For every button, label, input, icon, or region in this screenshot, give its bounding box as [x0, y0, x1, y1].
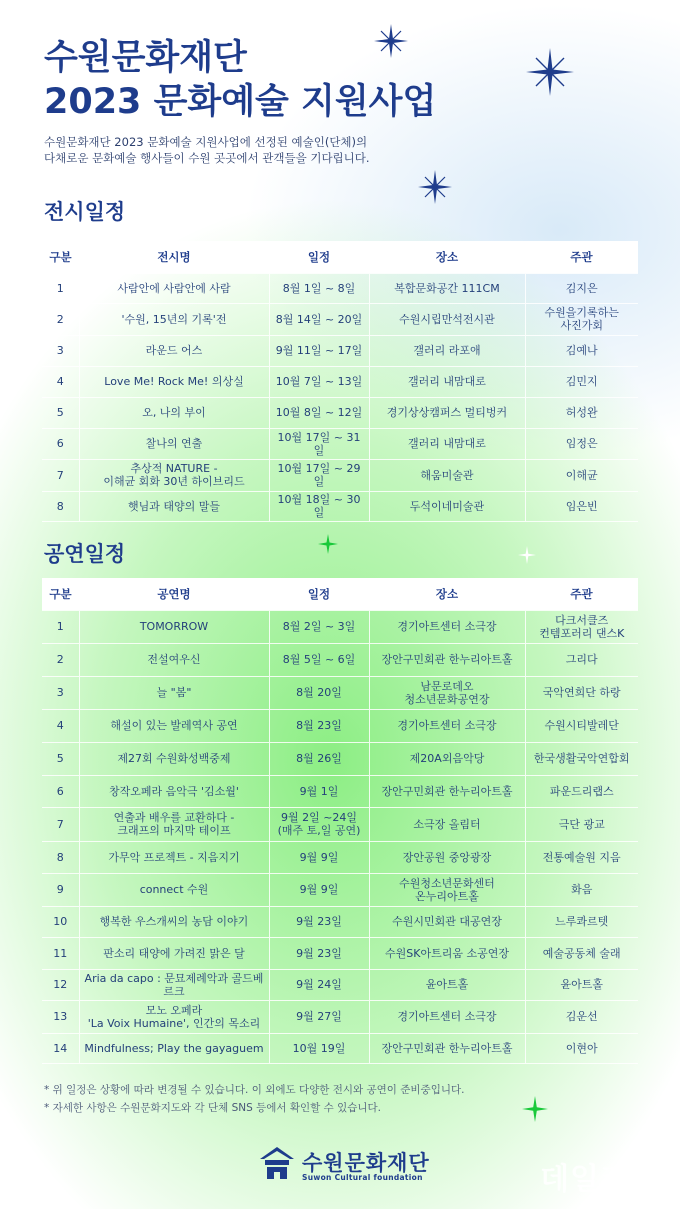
table-cell: 복합문화공간 111CM	[369, 273, 525, 303]
table-cell: 9월 23일	[269, 937, 369, 969]
col-header: 공연명	[79, 578, 269, 610]
table-cell: 10	[42, 906, 79, 937]
col-header: 주관	[525, 241, 638, 273]
table-row	[42, 1000, 638, 1033]
table-cell: 3	[42, 676, 79, 709]
table-cell: 5	[42, 397, 79, 428]
footnote-1: * 위 일정은 상황에 따라 변경될 수 있습니다. 이 외에도 다양한 전시와 공연이 준비중입니다.	[44, 1084, 465, 1096]
table-cell: 모노 오페라 'La Voix Humaine', 인간의 목소리	[79, 1000, 269, 1033]
table-cell: 가무악 프로젝트 - 지음지기	[79, 841, 269, 873]
table-row	[42, 937, 638, 969]
table-cell: 8월 2일 ~ 3일	[269, 610, 369, 643]
table-cell: 임정은	[525, 428, 638, 459]
table-cell: 11	[42, 937, 79, 969]
watermark: 데일리언	[540, 1162, 660, 1197]
table-row	[42, 1033, 638, 1063]
table-cell: 이현아	[525, 1033, 638, 1063]
table-cell: 8월 14일 ~ 20일	[269, 303, 369, 335]
table-cell: 느루콰르텟	[525, 906, 638, 937]
table-cell: 해움미술관	[369, 459, 525, 491]
table-cell: 예술공동체 술래	[525, 937, 638, 969]
table-row	[42, 841, 638, 873]
sparkle-star-icon	[518, 546, 536, 564]
table-cell: 8월 26일	[269, 742, 369, 775]
table-cell: 6	[42, 775, 79, 807]
table-cell: 14	[42, 1033, 79, 1063]
table-cell: 갤러리 내맘대로	[369, 428, 525, 459]
table-cell: 9월 9일	[269, 873, 369, 906]
footnote-2: * 자세한 사항은 수원문화지도와 각 단체 SNS 등에서 확인할 수 있습니다.	[44, 1102, 382, 1114]
sparkle-star-icon	[418, 170, 452, 204]
intro-line-1: 수원문화재단 2023 문화예술 지원사업에 선정된 예술인(단체)의	[44, 135, 368, 149]
table-row	[42, 643, 638, 676]
table-cell: 갤러리 내맘대로	[369, 366, 525, 397]
table-cell: 전설여우신	[79, 643, 269, 676]
table-cell: 김운선	[525, 1000, 638, 1033]
table-header-row	[42, 241, 638, 273]
table-cell: 김민지	[525, 366, 638, 397]
table-cell: 1	[42, 610, 79, 643]
table-cell: 두석이네미술관	[369, 491, 525, 521]
table-cell: 9	[42, 873, 79, 906]
table-cell: 8월 1일 ~ 8일	[269, 273, 369, 303]
table-row	[42, 303, 638, 335]
table-cell: 추상적 NATURE - 이해균 회화 30년 하이브리드	[79, 459, 269, 491]
col-header: 구분	[42, 578, 79, 610]
table-cell: 9월 27일	[269, 1000, 369, 1033]
table-cell: connect 수원	[79, 873, 269, 906]
table-cell: Mindfulness; Play the gayaguem	[79, 1033, 269, 1063]
table-cell: 극단 광교	[525, 807, 638, 841]
table-cell: 김예나	[525, 335, 638, 366]
table-cell: 2	[42, 303, 79, 335]
table-cell: 8월 20일	[269, 676, 369, 709]
table-cell: 경기상상캠퍼스 멀티벙커	[369, 397, 525, 428]
table-cell: 남문로데오 청소년문화공연장	[369, 676, 525, 709]
table-cell: 7	[42, 807, 79, 841]
col-header: 장소	[369, 578, 525, 610]
table-cell: 12	[42, 969, 79, 1000]
table-cell: TOMORROW	[79, 610, 269, 643]
table-cell: Aria da capo : 문묘제례악과 골드베르크	[79, 969, 269, 1000]
table-cell: 늘 "봄"	[79, 676, 269, 709]
table-cell: 13	[42, 1000, 79, 1033]
table-cell: 수원을기록하는 사진가회	[525, 303, 638, 335]
table-cell: 그리다	[525, 643, 638, 676]
table-row	[42, 366, 638, 397]
logo-name: 수원문화재단	[302, 1151, 430, 1175]
table-cell: 라운드 어스	[79, 335, 269, 366]
table-cell: 윤아트홀	[369, 969, 525, 1000]
table-cell: 오, 나의 부이	[79, 397, 269, 428]
table-cell: 갤러리 라포애	[369, 335, 525, 366]
title-line-1: 수원문화재단	[44, 38, 247, 78]
table-cell: 한국생활국악연합회	[525, 742, 638, 775]
table-cell: 수원시티발레단	[525, 709, 638, 742]
table-cell: 9월 2일 ~24일 (매주 토,일 공연)	[269, 807, 369, 841]
table-cell: 6	[42, 428, 79, 459]
table-cell: 이해균	[525, 459, 638, 491]
table-cell: 행복한 우스개씨의 농담 이야기	[79, 906, 269, 937]
table-row	[42, 742, 638, 775]
table-cell: 임은빈	[525, 491, 638, 521]
table-cell: 9월 9일	[269, 841, 369, 873]
table-cell: 9월 11일 ~ 17일	[269, 335, 369, 366]
sparkle-star-icon	[526, 48, 574, 96]
page-title	[44, 36, 436, 124]
foundation-logo-icon	[258, 1145, 296, 1181]
table-row	[42, 807, 638, 841]
table-cell: 8	[42, 491, 79, 521]
table-cell: 5	[42, 742, 79, 775]
table-cell: 김지은	[525, 273, 638, 303]
table-row	[42, 428, 638, 459]
sparkle-star-icon	[318, 534, 338, 554]
table-cell: 10월 19일	[269, 1033, 369, 1063]
table-cell: 10월 17일 ~ 31일	[269, 428, 369, 459]
table-row	[42, 906, 638, 937]
table-cell: 7	[42, 459, 79, 491]
table-cell: 8	[42, 841, 79, 873]
table-cell: 장안구민회관 한누리아트홀	[369, 775, 525, 807]
table-cell: 경기아트센터 소극장	[369, 1000, 525, 1033]
table-cell: 윤아트홀	[525, 969, 638, 1000]
table-cell: 수원시립만석전시관	[369, 303, 525, 335]
table-cell: 허성완	[525, 397, 638, 428]
intro-line-2: 다채로운 문화예술 행사들이 수원 곳곳에서 관객들을 기다립니다.	[44, 151, 370, 165]
table-cell: 다크서클즈 컨템포러리 댄스K	[525, 610, 638, 643]
table-cell: 화음	[525, 873, 638, 906]
foundation-logo	[258, 1145, 458, 1185]
table-row	[42, 459, 638, 491]
table-cell: 판소리 태양에 가려진 맑은 달	[79, 937, 269, 969]
table-cell: 10월 7일 ~ 13일	[269, 366, 369, 397]
logo-subtitle: Suwon Cultural foundation	[302, 1173, 423, 1182]
table-cell: 3	[42, 335, 79, 366]
table-cell: 장안구민회관 한누리아트홀	[369, 1033, 525, 1063]
col-header: 전시명	[79, 241, 269, 273]
table-cell: 전통예술원 지음	[525, 841, 638, 873]
table-cell: 수원시민회관 대공연장	[369, 906, 525, 937]
table-row	[42, 709, 638, 742]
table-cell: 2	[42, 643, 79, 676]
table-cell: 10월 18일 ~ 30일	[269, 491, 369, 521]
table-cell: 수원SK아트리움 소공연장	[369, 937, 525, 969]
footnotes	[44, 1081, 644, 1117]
table-row	[42, 610, 638, 643]
table-cell: 수원청소년문화센터 온누리아트홀	[369, 873, 525, 906]
table-cell: 4	[42, 366, 79, 397]
table-cell: 8월 23일	[269, 709, 369, 742]
table-cell: 찰나의 연출	[79, 428, 269, 459]
table-cell: 8월 5일 ~ 6일	[269, 643, 369, 676]
table-cell: 경기아트센터 소극장	[369, 709, 525, 742]
table-row	[42, 397, 638, 428]
col-header: 주관	[525, 578, 638, 610]
col-header: 장소	[369, 241, 525, 273]
table-cell: 소극장 올림터	[369, 807, 525, 841]
table-cell: 해설이 있는 발레역사 공연	[79, 709, 269, 742]
table-cell: 장안구민회관 한누리아트홀	[369, 643, 525, 676]
table-cell: 햇님과 태양의 말들	[79, 491, 269, 521]
exhibition-table	[42, 241, 638, 522]
table-header-row	[42, 578, 638, 610]
table-cell: 10월 17일 ~ 29일	[269, 459, 369, 491]
table-cell: 1	[42, 273, 79, 303]
table-cell: 9월 24일	[269, 969, 369, 1000]
table-cell: 제27회 수원화성백중제	[79, 742, 269, 775]
table-cell: '수원, 15년의 기록'전	[79, 303, 269, 335]
table-row	[42, 676, 638, 709]
table-cell: 4	[42, 709, 79, 742]
table-cell: 국악연희단 하랑	[525, 676, 638, 709]
performance-table	[42, 578, 638, 1064]
table-cell: 사람안에 사람안에 사람	[79, 273, 269, 303]
intro-text	[44, 134, 604, 166]
table-cell: 연출과 배우를 교환하다 - 크래프의 마지막 테이프	[79, 807, 269, 841]
table-cell: 10월 8일 ~ 12일	[269, 397, 369, 428]
title-line-2: 2023 문화예술 지원사업	[44, 82, 437, 122]
table-row	[42, 273, 638, 303]
table-cell: Love Me! Rock Me! 의상실	[79, 366, 269, 397]
table-cell: 제20A외음악당	[369, 742, 525, 775]
table-row	[42, 335, 638, 366]
table-row	[42, 775, 638, 807]
col-header: 일정	[269, 578, 369, 610]
table-cell: 9월 1일	[269, 775, 369, 807]
col-header: 구분	[42, 241, 79, 273]
table-cell: 창작오페라 음악극 '김소월'	[79, 775, 269, 807]
performance-section-title: 공연일정	[44, 538, 125, 568]
table-cell: 파운드리랩스	[525, 775, 638, 807]
exhibition-section-title: 전시일정	[44, 196, 125, 226]
table-cell: 9월 23일	[269, 906, 369, 937]
table-cell: 장안공원 중앙광장	[369, 841, 525, 873]
table-row	[42, 873, 638, 906]
table-cell: 경기아트센터 소극장	[369, 610, 525, 643]
col-header: 일정	[269, 241, 369, 273]
table-row	[42, 491, 638, 521]
table-row	[42, 969, 638, 1000]
